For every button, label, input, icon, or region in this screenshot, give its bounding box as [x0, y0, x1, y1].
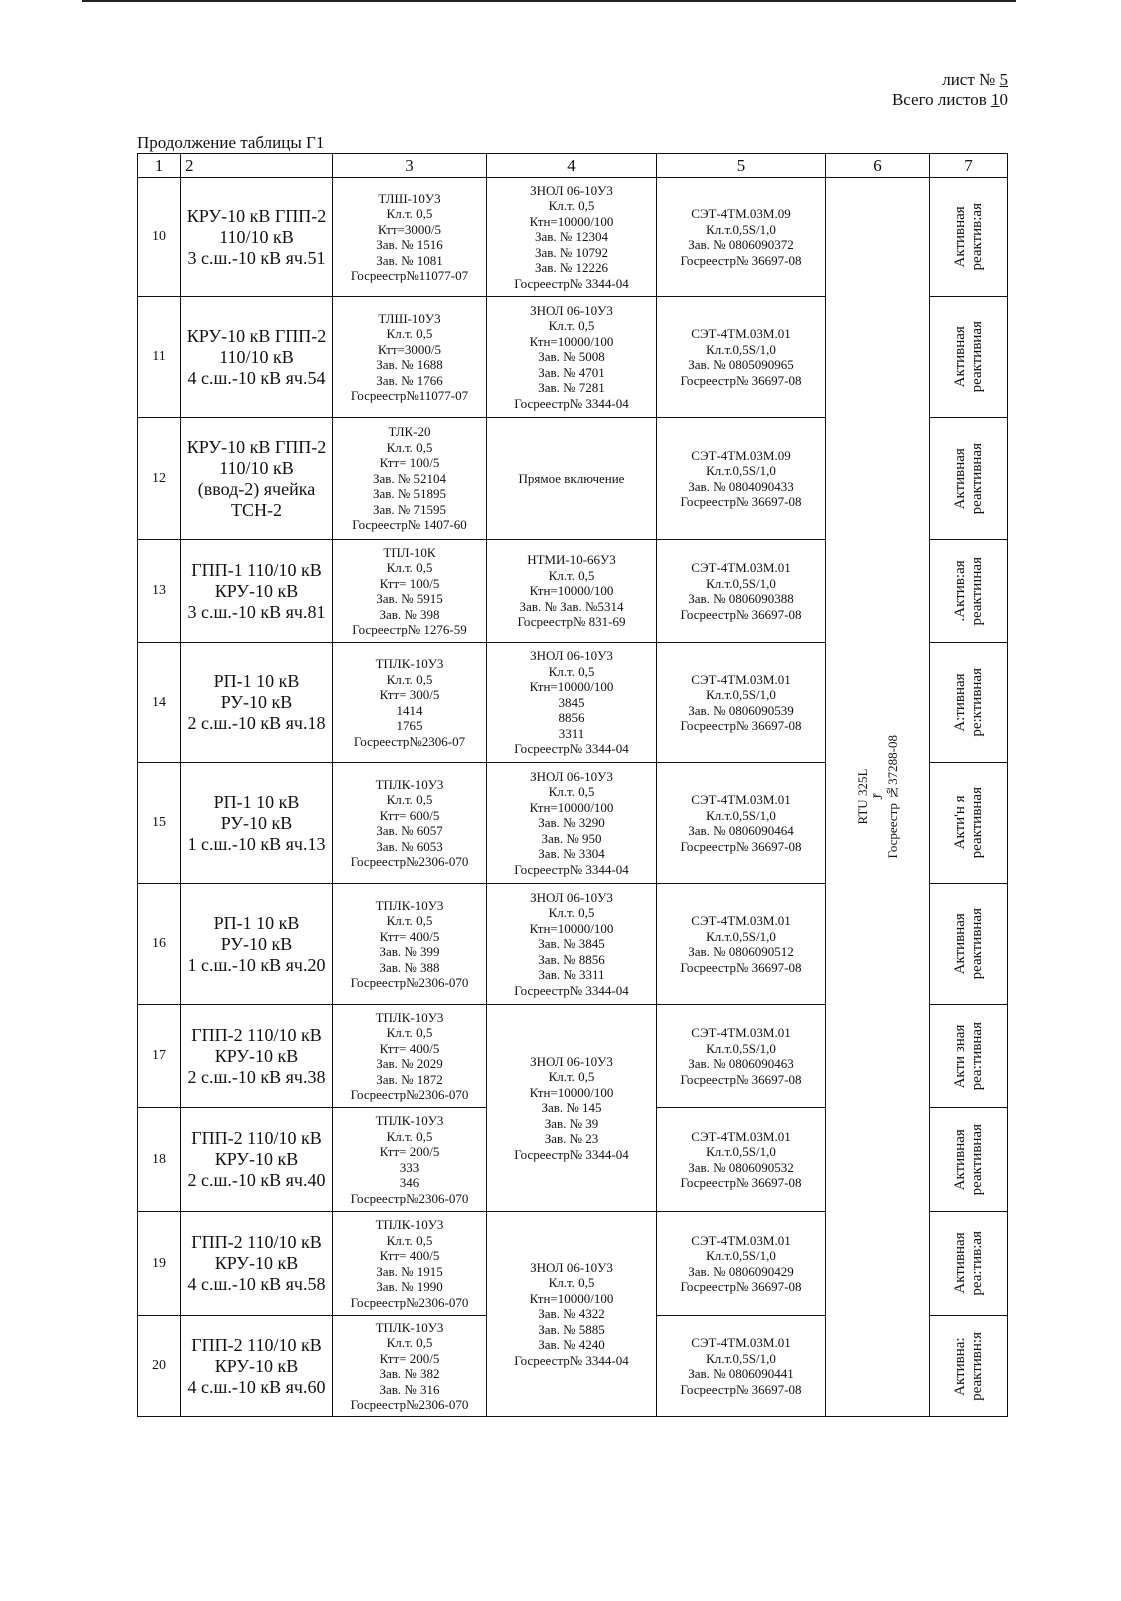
measurement-point-cell	[180, 883, 333, 1005]
meter-cell	[656, 1315, 826, 1417]
meter-cell-text: СЭТ-4ТМ.03М.01 Кл.т.0,5S/1,0 Зав. № 0806090532 Госреестр№ 36697-08	[680, 1128, 802, 1190]
measurement-point-cell	[180, 539, 333, 643]
row-number-cell-text: 19	[152, 1255, 166, 1271]
energy-type-cell	[929, 762, 1008, 884]
current-transformer-cell	[332, 1315, 487, 1417]
current-transformer-cell	[332, 1211, 487, 1316]
current-transformer-cell	[332, 642, 487, 763]
meter-cell	[656, 1107, 826, 1212]
row-number-cell-text: 20	[152, 1358, 166, 1373]
measurement-point-cell-text: ГПП-1 110/10 кВ КРУ-10 кВ 3 с.ш.-10 кВ яч.81	[187, 559, 326, 622]
current-transformer-cell	[332, 296, 487, 418]
column-header-3	[332, 153, 487, 178]
measurement-point-cell-text: КРУ-10 кВ ГПП-2 110/10 кВ 4 с.ш.-10 кВ яч.54	[186, 325, 327, 388]
row-number-cell-text: 18	[152, 1151, 166, 1167]
current-transformer-cell-text: ТПЛК-10У3 Кл.т. 0,5 Ктт= 200/5 333 346 Госреестр№2306-070	[350, 1113, 469, 1206]
current-transformer-cell	[332, 539, 487, 643]
sheet-number	[942, 70, 1008, 90]
measurement-point-cell	[180, 296, 333, 418]
meter-cell	[656, 417, 826, 540]
row-number-cell-text: 13	[152, 583, 166, 598]
meter-cell	[656, 762, 826, 884]
row-number-cell	[137, 1107, 181, 1212]
sheet-number-value: 5	[999, 70, 1008, 89]
column-header-4-text: 4	[567, 155, 576, 175]
row-number-cell	[137, 642, 181, 763]
voltage-transformer-merged-cell-text: ЗНОЛ 06-10У3 Кл.т. 0,5 Ктн=10000/100 Зав. № 145 Зав. № 39 Зав. № 23 Госреестр№ 3344-04	[514, 1053, 629, 1162]
measurement-point-cell-text: КРУ-10 кВ ГПП-2 110/10 кВ (ввод-2) ячейка ТСН-2	[186, 436, 327, 520]
energy-type-cell-text: Активная реа:тив:ая	[951, 1231, 985, 1296]
measurement-point-cell-text: РП-1 10 кВ РУ-10 кВ 1 с.ш.-10 кВ яч.13	[187, 791, 326, 854]
energy-type-cell-text: Активная реактивная	[951, 908, 985, 980]
meter-cell	[656, 1004, 826, 1108]
energy-type-cell	[929, 177, 1008, 297]
measurement-point-cell-text: КРУ-10 кВ ГПП-2 110/10 кВ 3 с.ш.-10 кВ яч.51	[186, 205, 327, 268]
meter-cell-text: СЭТ-4ТМ.03М.01 Кл.т.0,5S/1,0 Зав. № 0806090464 Госреестр№ 36697-08	[680, 792, 802, 854]
current-transformer-cell-text: ТЛШ-10У3 Кл.т. 0,5 Ктт=3000/5 Зав. № 1688 Зав. № 1766 Госреестр№11077-07	[350, 310, 469, 403]
data-table	[138, 154, 1009, 1418]
meter-cell-text: СЭТ-4ТМ.03М.01 Кл.т.0,5S/1,0 Зав. № 0806090388 Госреестр№ 36697-08	[680, 560, 802, 622]
top-border-line	[82, 0, 1016, 2]
data-device-merged-cell-text: RTU 325L J̊ Госреестр №37288-08	[855, 735, 900, 859]
measurement-point-cell	[180, 1315, 333, 1417]
energy-type-cell-text: Активная реактивная	[951, 1123, 985, 1196]
measurement-point-cell	[180, 1107, 333, 1212]
voltage-transformer-cell	[486, 539, 657, 643]
current-transformer-cell-text: ТЛК-20 Кл.т. 0,5 Ктт= 100/5 Зав. № 52104 Зав. № 51895 Зав. № 71595 Госреестр№ 1407-60	[352, 424, 467, 533]
energy-type-cell-text: Активна: реактивн:я	[951, 1331, 985, 1401]
current-transformer-cell-text: ТПЛК-10У3 Кл.т. 0,5 Ктт= 600/5 Зав. № 6057 Зав. № 6053 Госреестр№2306-070	[350, 776, 469, 869]
row-number-cell	[137, 762, 181, 884]
row-number-cell	[137, 883, 181, 1005]
energy-type-cell-text: Активная реактив:ая	[951, 203, 985, 271]
current-transformer-cell-text: ТПЛК-10У3 Кл.т. 0,5 Ктт= 200/5 Зав. № 382 Зав. № 316 Госреестр№2306-070	[350, 1319, 469, 1412]
meter-cell-text: СЭТ-4ТМ.03М.01 Кл.т.0,5S/1,0 Зав. № 0806090512 Госреестр№ 36697-08	[680, 913, 802, 975]
voltage-transformer-merged-cell	[486, 1211, 657, 1417]
column-header-6-text: 6	[873, 155, 882, 175]
voltage-transformer-cell	[486, 762, 657, 884]
row-number-cell-text: 14	[152, 694, 166, 710]
current-transformer-cell-text: ТПЛК-10У3 Кл.т. 0,5 Ктт= 300/5 1414 1765 Госреестр№2306-07	[353, 656, 466, 749]
energy-type-cell-text: Акти'н я реактивная	[951, 787, 985, 859]
table-caption: Продолжение таблицы Г1	[137, 133, 325, 152]
row-number-cell	[137, 1315, 181, 1417]
energy-type-cell-text: Активная реактивиая	[951, 321, 985, 393]
row-number-cell-text: 12	[152, 470, 166, 486]
row-number-cell	[137, 417, 181, 540]
measurement-point-cell-text: ГПП-2 110/10 кВ КРУ-10 кВ 4 с.ш.-10 кВ яч.60	[187, 1334, 326, 1397]
data-device-merged-cell	[825, 177, 930, 1417]
energy-type-cell	[929, 539, 1008, 643]
energy-type-cell	[929, 642, 1008, 763]
voltage-transformer-merged-cell-text: ЗНОЛ 06-10У3 Кл.т. 0,5 Ктн=10000/100 Зав. № 4322 Зав. № 5885 Зав. № 4240 Госреестр№ 3344-04	[514, 1259, 629, 1368]
sheet-total-value-rest: 0	[999, 90, 1008, 109]
column-header-3-text: 3	[405, 155, 414, 175]
voltage-transformer-cell-text: ЗНОЛ 06-10У3 Кл.т. 0,5 Ктн=10000/100 3845 8856 3311 Госреестр№ 3344-04	[514, 648, 629, 757]
current-transformer-cell-text: ТПЛ-10К Кл.т. 0,5 Ктт= 100/5 Зав. № 5915 Зав. № 398 Госреестр№ 1276-59	[352, 544, 467, 637]
row-number-cell-text: 17	[152, 1048, 166, 1063]
row-number-cell-text: 11	[152, 349, 166, 364]
voltage-transformer-cell-text: ЗНОЛ 06-10У3 Кл.т. 0,5 Ктн=10000/100 Зав. № 3290 Зав. № 950 Зав. № 3304 Госреестр№ 3344-04	[514, 768, 629, 877]
measurement-point-cell	[180, 177, 333, 297]
meter-cell-text: СЭТ-4ТМ.03М.01 Кл.т.0,5S/1,0 Зав. № 0805090965 Госреестр№ 36697-08	[680, 326, 802, 388]
measurement-point-cell	[180, 762, 333, 884]
voltage-transformer-cell	[486, 883, 657, 1005]
row-number-cell	[137, 1004, 181, 1108]
row-number-cell	[137, 1211, 181, 1316]
column-header-5	[656, 153, 826, 178]
column-header-2	[180, 153, 333, 178]
current-transformer-cell	[332, 1004, 487, 1108]
column-header-1-text: 1	[154, 155, 164, 175]
meter-cell	[656, 1211, 826, 1316]
voltage-transformer-cell-text: ЗНОЛ 06-10У3 Кл.т. 0,5 Ктн=10000/100 Зав. № 5008 Зав. № 4701 Зав. № 7281 Госреестр№ 3344-04	[514, 302, 629, 411]
voltage-transformer-cell-text: ЗНОЛ 06-10У3 Кл.т. 0,5 Ктн=10000/100 Зав. № 3845 Зав. № 8856 Зав. № 3311 Госреестр№ 3344-04	[514, 889, 629, 998]
column-header-6	[825, 153, 930, 178]
current-transformer-cell	[332, 417, 487, 540]
sheet-label: лист №	[942, 70, 1000, 89]
sheet-total-label: Всего листов	[891, 90, 991, 109]
current-transformer-cell	[332, 177, 487, 297]
energy-type-cell	[929, 1107, 1008, 1212]
meter-cell-text: СЭТ-4ТМ.03М.01 Кл.т.0,5S/1,0 Зав. № 0806090539 Госреестр№ 36697-08	[680, 671, 802, 733]
sheet-total	[892, 90, 1008, 110]
column-header-5-text: 5	[736, 155, 746, 175]
energy-type-cell	[929, 1315, 1008, 1417]
energy-type-cell-text: А:тивная ре:ктивная	[951, 668, 985, 737]
voltage-transformer-cell	[486, 417, 657, 540]
row-number-cell	[137, 539, 181, 643]
energy-type-cell	[929, 417, 1008, 540]
voltage-transformer-cell-text: НТМИ-10-66У3 Кл.т. 0,5 Ктн=10000/100 Зав. № Зав. №5314 Госреестр№ 831-69	[517, 552, 626, 630]
measurement-point-cell-text: ГПП-2 110/10 кВ КРУ-10 кВ 2 с.ш.-10 кВ яч.40	[187, 1128, 326, 1190]
meter-cell-text: СЭТ-4ТМ.03М.09 Кл.т.0,5S/1,0 Зав. № 0804090433 Госреестр№ 36697-08	[680, 447, 802, 509]
measurement-point-cell-text: ГПП-2 110/10 кВ КРУ-10 кВ 2 с.ш.-10 кВ яч.38	[187, 1024, 326, 1087]
column-header-1	[137, 153, 181, 178]
row-number-cell-text: 15	[152, 815, 166, 830]
current-transformer-cell-text: ТПЛК-10У3 Кл.т. 0,5 Ктт= 400/5 Зав. № 399 Зав. № 388 Госреестр№2306-070	[350, 897, 469, 990]
energy-type-cell	[929, 296, 1008, 418]
meter-cell-text: СЭТ-4ТМ.03М.01 Кл.т.0,5S/1,0 Зав. № 0806090429 Госреестр№ 36697-08	[680, 1232, 802, 1294]
voltage-transformer-cell	[486, 642, 657, 763]
energy-type-cell	[929, 1211, 1008, 1316]
voltage-transformer-cell-text: ЗНОЛ 06-10У3 Кл.т. 0,5 Ктн=10000/100 Зав. № 12304 Зав. № 10792 Зав. № 12226 Госреестр№ 3344-04	[514, 182, 629, 291]
row-number-cell	[137, 177, 181, 297]
voltage-transformer-merged-cell	[486, 1004, 657, 1212]
energy-type-cell	[929, 1004, 1008, 1108]
voltage-transformer-cell	[486, 296, 657, 418]
measurement-point-cell	[180, 417, 333, 540]
column-header-2-text: 2	[185, 155, 194, 175]
column-header-7	[929, 153, 1008, 178]
measurement-point-cell-text: ГПП-2 110/10 кВ КРУ-10 кВ 4 с.ш.-10 кВ яч.58	[187, 1232, 326, 1294]
current-transformer-cell-text: ТПЛК-10У3 Кл.т. 0,5 Ктт= 400/5 Зав. № 2029 Зав. № 1872 Госреестр№2306-070	[350, 1009, 469, 1102]
measurement-point-cell	[180, 642, 333, 763]
energy-type-cell-text: Активная реактивная	[951, 442, 985, 515]
sheet-total-value-underlined: 1	[991, 90, 1000, 109]
measurement-point-cell-text: РП-1 10 кВ РУ-10 кВ 1 с.ш.-10 кВ яч.20	[187, 912, 326, 975]
meter-cell	[656, 177, 826, 297]
current-transformer-cell	[332, 883, 487, 1005]
column-header-4	[486, 153, 657, 178]
current-transformer-cell	[332, 1107, 487, 1212]
current-transformer-cell-text: ТПЛК-10У3 Кл.т. 0,5 Ктт= 400/5 Зав. № 1915 Зав. № 1990 Госреестр№2306-070	[350, 1217, 469, 1310]
row-number-cell	[137, 296, 181, 418]
voltage-transformer-cell-text: Прямое включение	[518, 470, 625, 486]
current-transformer-cell	[332, 762, 487, 884]
measurement-point-cell	[180, 1004, 333, 1108]
meter-cell	[656, 642, 826, 763]
energy-type-cell	[929, 883, 1008, 1005]
energy-type-cell-text: .Актив:ая реактиıная	[951, 556, 985, 626]
meter-cell	[656, 296, 826, 418]
measurement-point-cell	[180, 1211, 333, 1316]
voltage-transformer-cell	[486, 177, 657, 297]
row-number-cell-text: 10	[152, 229, 166, 244]
meter-cell-text: СЭТ-4ТМ.03М.01 Кл.т.0,5S/1,0 Зав. № 0806090441 Госреестр№ 36697-08	[680, 1335, 802, 1397]
meter-cell	[656, 539, 826, 643]
meter-cell-text: СЭТ-4ТМ.03М.01 Кл.т.0,5S/1,0 Зав. № 0806090463 Госреестр№ 36697-08	[680, 1025, 802, 1087]
column-header-7-text: 7	[964, 155, 973, 175]
current-transformer-cell-text: ТЛШ-10У3 Кл.т. 0,5 Ктт=3000/5 Зав. № 1516 Зав. № 1081 Госреестр№11077-07	[350, 190, 469, 283]
measurement-point-cell-text: РП-1 10 кВ РУ-10 кВ 2 с.ш.-10 кВ яч.18	[187, 671, 326, 733]
energy-type-cell-text: Акти зная реа:тивная	[951, 1021, 985, 1091]
meter-cell-text: СЭТ-4ТМ.03М.09 Кл.т.0,5S/1,0 Зав. № 0806090372 Госреестр№ 36697-08	[680, 206, 802, 268]
meter-cell	[656, 883, 826, 1005]
row-number-cell-text: 16	[152, 936, 166, 951]
